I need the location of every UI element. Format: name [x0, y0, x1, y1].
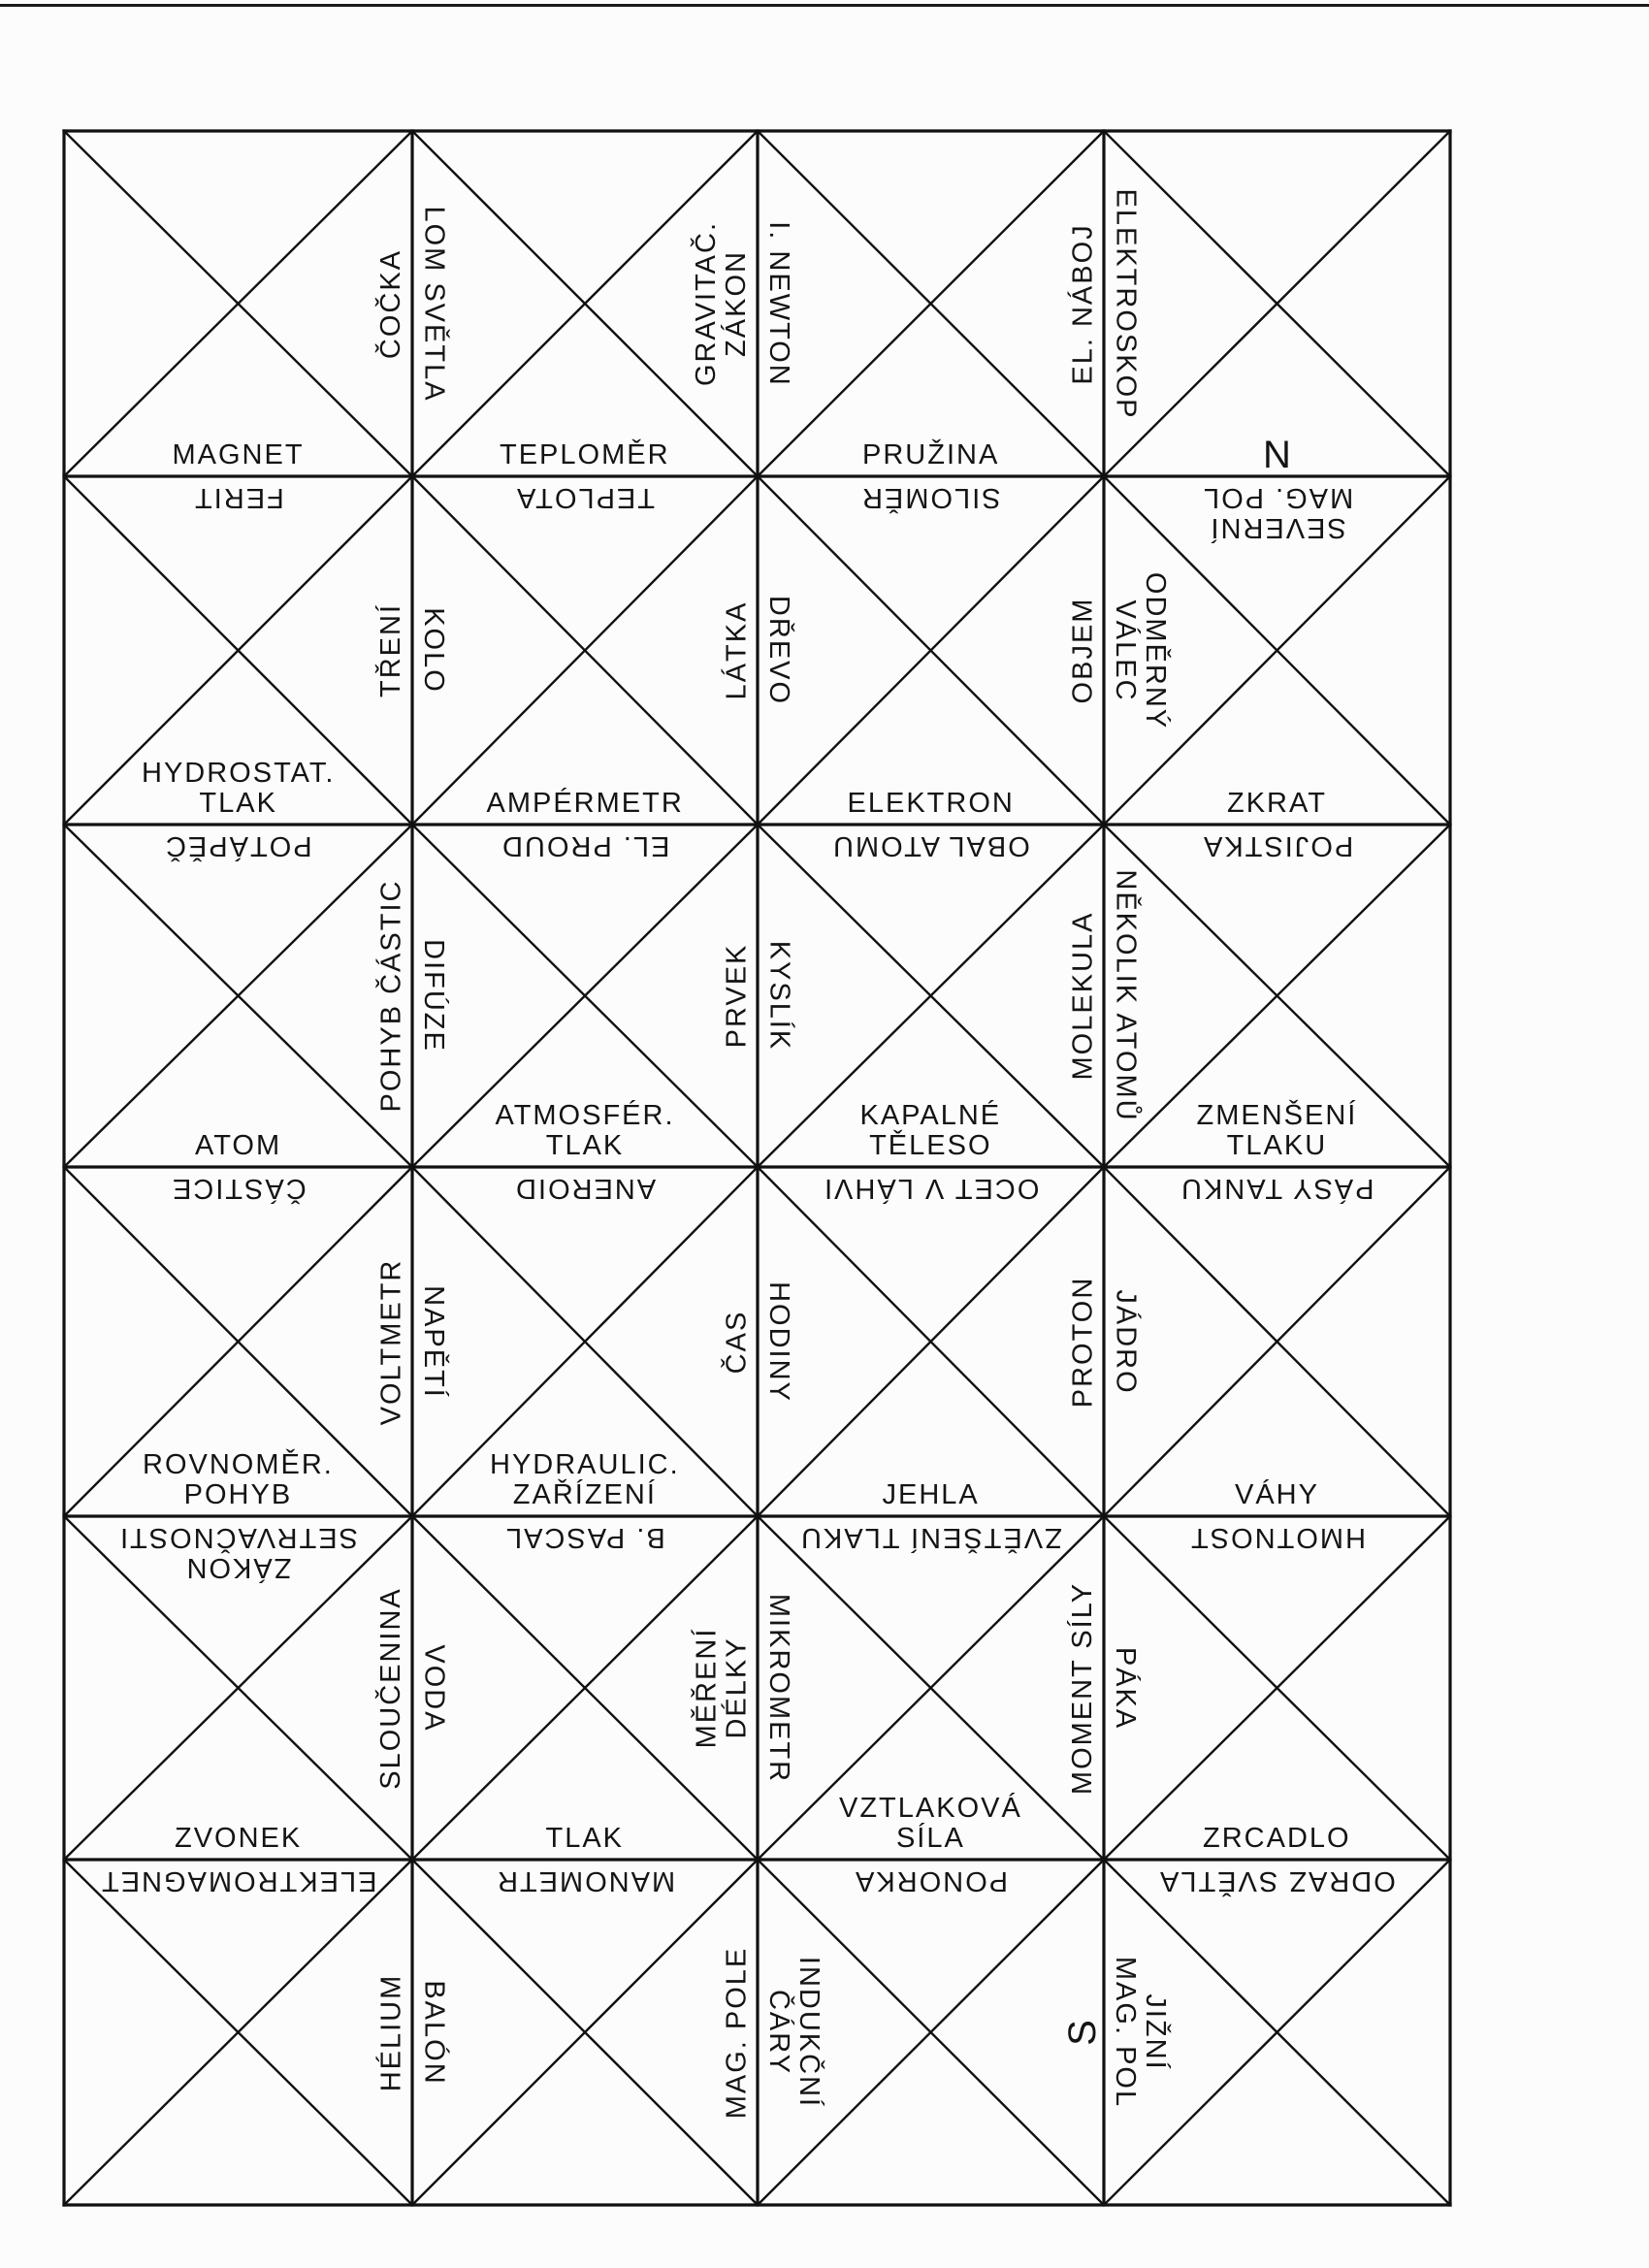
cell-1-1-bottom-label: AMPÉRMETR	[486, 788, 684, 819]
cell-2-3-top-label: POJISTKA	[1201, 830, 1353, 861]
cell-1-2-right-label: OBJEM	[1066, 597, 1098, 704]
cell-4-1-right-label: MĚŘENÍ DÉLKY	[690, 1627, 752, 1749]
cell-2-3-bottom-label: ZMENŠENÍ TLAKU	[1196, 1100, 1358, 1161]
cell-3-2-bottom-label: JEHLA	[882, 1479, 980, 1510]
cell-3-3-bottom-label: VÁHY	[1235, 1479, 1319, 1510]
cell-1-2-left-label: DŘEVO	[763, 595, 795, 706]
cell-3-1-right-label: ČAS	[720, 1310, 752, 1374]
cell-1-1-right-label: LÁTKA	[720, 600, 752, 700]
cell-2-2-right-label: MOLEKULA	[1066, 911, 1098, 1081]
cell-1-2-top-label: SILOMĚR	[860, 482, 1001, 513]
cell-5-0-top-label: ELEKTROMAGNET	[100, 1865, 377, 1896]
cell-0-3-left-label: ELEKTROSKOP	[1109, 188, 1141, 419]
cell-2-2-left-label: KYSLÍK	[762, 940, 794, 1052]
cell-5-2-left-label: INDUKČNÍ ČÁRY	[763, 1956, 825, 2109]
cell-3-0-bottom-label: ROVNOMĚR. POHYB	[143, 1449, 334, 1510]
cell-5-1-left-label: BALÓN	[418, 1979, 450, 2086]
cell-1-1-top-label: TEPLOTA	[515, 482, 655, 513]
cell-0-2-bottom-label: PRUŽINA	[862, 439, 1000, 470]
cell-1-3-bottom-label: ZKRAT	[1227, 788, 1327, 819]
cell-1-0-bottom-label: HYDROSTAT. TLAK	[142, 758, 336, 819]
cell-2-1-left-label: DIFÚZE	[417, 939, 449, 1053]
cell-4-3-left-label: PÁKA	[1110, 1646, 1142, 1730]
cell-4-3-top-label: HMOTNOST	[1188, 1522, 1366, 1553]
cell-3-2-left-label: HODINY	[762, 1280, 794, 1403]
cell-4-3-bottom-label: ZRCADLO	[1203, 1823, 1351, 1854]
cell-3-2-top-label: OCET V LÁHVI	[823, 1173, 1040, 1204]
cell-4-0-right-label: SLOUČENINA	[374, 1586, 406, 1790]
cell-3-2-right-label: PROTON	[1066, 1276, 1098, 1408]
cell-1-1-left-label: KOLO	[417, 607, 449, 694]
cell-3-0-top-label: ČÁSTICE	[170, 1173, 307, 1204]
cell-3-1-bottom-label: HYDRAULIC. ZAŘÍZENÍ	[490, 1449, 680, 1510]
cell-0-1-bottom-label: TEPLOMĚR	[500, 439, 670, 470]
cell-0-2-right-label: EL. NÁBOJ	[1067, 222, 1099, 385]
cell-2-0-top-label: POTÁPĚČ	[164, 830, 312, 861]
cell-3-3-left-label: JÁDRO	[1110, 1288, 1142, 1395]
cell-2-1-right-label: PRVEK	[720, 943, 752, 1049]
cell-4-0-bottom-label: ZVONEK	[175, 1823, 303, 1854]
cell-2-1-bottom-label: ATMOSFÉR. TLAK	[495, 1100, 675, 1161]
cell-5-1-right-label: MAG. POLE	[720, 1946, 752, 2119]
cell-1-2-bottom-label: ELEKTRON	[847, 788, 1015, 819]
cell-2-0-right-label: POHYB ČÁSTIC	[374, 879, 406, 1113]
cell-1-0-top-label: FERIT	[192, 482, 284, 513]
cell-0-2-left-label: I. NEWTON	[762, 220, 794, 387]
cell-0-3-bottom-label: N	[1263, 434, 1291, 476]
cell-5-2-right-label: S	[1060, 2019, 1104, 2046]
cell-2-3-left-label: NĚKOLIK ATOMŮ	[1110, 869, 1142, 1122]
cell-4-1-bottom-label: TLAK	[545, 1823, 625, 1854]
cell-2-2-top-label: OBAL ATOMU	[831, 830, 1030, 861]
cell-3-0-right-label: VOLTMETR	[374, 1258, 406, 1425]
cell-0-1-left-label: LOM SVĚTLA	[418, 205, 450, 403]
cell-4-2-bottom-label: VZTLAKOVÁ SÍLA	[839, 1793, 1022, 1854]
cell-0-1-right-label: GRAVITAČ. ZÁKON	[691, 221, 752, 386]
cell-5-3-left-label: JIŽNÍ MAG. POL	[1110, 1956, 1172, 2109]
cell-2-2-bottom-label: KAPALNÉ TĚLESO	[859, 1100, 1002, 1161]
cell-4-0-top-label: ZÁKON SETRVAČNOSTI	[118, 1522, 358, 1583]
cell-1-0-right-label: TŘENÍ	[375, 603, 406, 697]
cell-5-3-top-label: ODRAZ SVĚTLA	[1158, 1865, 1396, 1896]
cell-5-1-top-label: MANOMETR	[495, 1865, 675, 1896]
cell-2-0-bottom-label: ATOM	[195, 1130, 282, 1161]
cell-4-1-left-label: VODA	[418, 1643, 450, 1733]
cell-1-3-left-label: ODMĚRNÝ VÁLEC	[1110, 571, 1172, 729]
cell-1-3-top-label: SEVERNÍ MAG. POL	[1201, 482, 1353, 543]
cell-5-2-top-label: PONORKA	[854, 1865, 1009, 1896]
cell-4-2-left-label: MIKROMETR	[763, 1593, 795, 1783]
cell-3-3-top-label: PÁSY TANKU	[1180, 1173, 1374, 1204]
cell-4-1-top-label: B. PASCAL	[504, 1522, 665, 1553]
cell-0-0-bottom-label: MAGNET	[172, 439, 305, 470]
cell-3-1-top-label: ANEROID	[514, 1173, 657, 1204]
cell-4-2-right-label: MOMENT SÍLY	[1067, 1581, 1099, 1795]
cell-4-2-top-label: ZVĚTŠENÍ TLAKU	[799, 1522, 1062, 1553]
cell-5-0-right-label: HÉLIUM	[374, 1973, 406, 2091]
cell-3-1-left-label: NAPĚTÍ	[417, 1284, 449, 1399]
cell-2-1-top-label: EL. PROUD	[501, 830, 670, 861]
cell-0-0-right-label: ČOČKA	[375, 248, 407, 359]
